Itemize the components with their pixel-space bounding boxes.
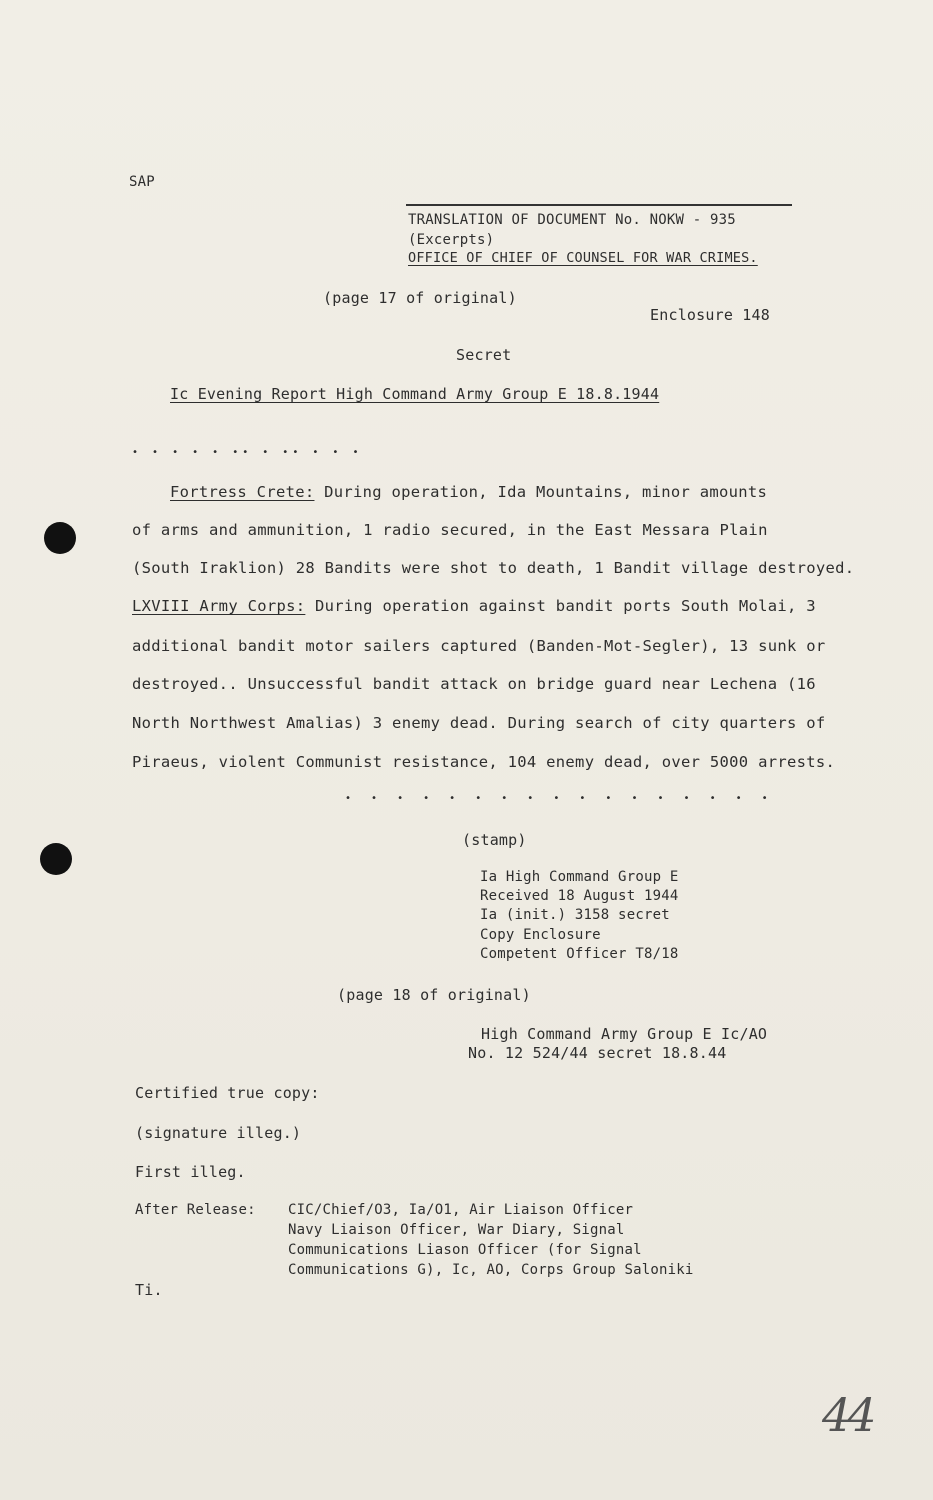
body-line-4 [132, 596, 816, 616]
ellipsis-divider-top: • • • • • •• • •• • • • [132, 447, 363, 458]
body-line-5: additional bandit motor sailers captured (Banden-Mot-Segler), 13 sunk or [132, 637, 826, 655]
handwritten-page-number: 44 [822, 1388, 873, 1442]
stamp-line-5: Competent Officer T8/18 [480, 946, 679, 962]
punch-hole-bottom [40, 843, 72, 875]
stamp-line-1: Ia High Command Group E [480, 869, 679, 885]
signature-illegible: (signature illeg.) [135, 1124, 302, 1142]
typist-code: Ti. [135, 1281, 163, 1299]
body-text: During operation, Ida Mountains, minor amounts [324, 483, 768, 501]
body-line-2: of arms and ammunition, 1 radio secured, in the East Messara Plain [132, 521, 768, 539]
distribution-line-1: CIC/Chief/O3, Ia/O1, Air Liaison Officer [288, 1202, 634, 1218]
body-line-8: Piraeus, violent Communist resistance, 104 enemy dead, over 5000 arrests. [132, 753, 836, 771]
body-line-6: destroyed.. Unsuccessful bandit attack on bridge guard near Lechena (16 [132, 675, 816, 693]
reference-line-2: No. 12 524/44 secret 18.8.44 [468, 1044, 727, 1062]
fortress-crete-label: Fortress Crete: [170, 483, 315, 501]
body-text: During operation against bandit ports South Molai, 3 [315, 597, 816, 615]
translation-title: TRANSLATION OF DOCUMENT No. NOKW - 935 [408, 212, 736, 228]
classification-label: Secret [456, 346, 512, 364]
stamp-line-4: Copy Enclosure [480, 927, 601, 943]
certified-copy-label: Certified true copy: [135, 1084, 320, 1102]
ellipsis-divider-bottom: • • • • • • • • • • • • • • • • • [345, 793, 775, 804]
excerpts-label: (Excerpts) [408, 232, 495, 248]
header-top-rule [406, 204, 792, 206]
body-line-3: (South Iraklion) 28 Bandits were shot to death, 1 Bandit village destroyed. [132, 559, 855, 577]
body-line-1 [170, 482, 767, 502]
stamp-line-2: Received 18 August 1944 [480, 888, 679, 904]
enclosure-number: Enclosure 148 [650, 306, 770, 324]
stamp-label: (stamp) [462, 831, 527, 849]
office-line: OFFICE OF CHIEF OF COUNSEL FOR WAR CRIMES. [408, 250, 758, 266]
first-illegible: First illeg. [135, 1163, 246, 1181]
distribution-line-4: Communications G), Ic, AO, Corps Group Saloniki [288, 1262, 694, 1278]
page-reference-18: (page 18 of original) [337, 986, 531, 1004]
distribution-line-2: Navy Liaison Officer, War Diary, Signal [288, 1222, 625, 1238]
after-release-label: After Release: [135, 1202, 256, 1218]
body-line-7: North Northwest Amalias) 3 enemy dead. During search of city quarters of [132, 714, 826, 732]
distribution-line-3: Communications Liason Officer (for Signal [288, 1242, 642, 1258]
stamp-line-3: Ia (init.) 3158 secret [480, 907, 670, 923]
army-corps-label: LXVIII Army Corps: [132, 597, 306, 615]
reference-line-1: High Command Army Group E Ic/AO [481, 1025, 768, 1043]
punch-hole-top [44, 522, 76, 554]
report-title: Ic Evening Report High Command Army Group E 18.8.1944 [170, 385, 660, 403]
typist-initials: SAP [129, 174, 155, 190]
page-reference-17: (page 17 of original) [323, 289, 517, 307]
